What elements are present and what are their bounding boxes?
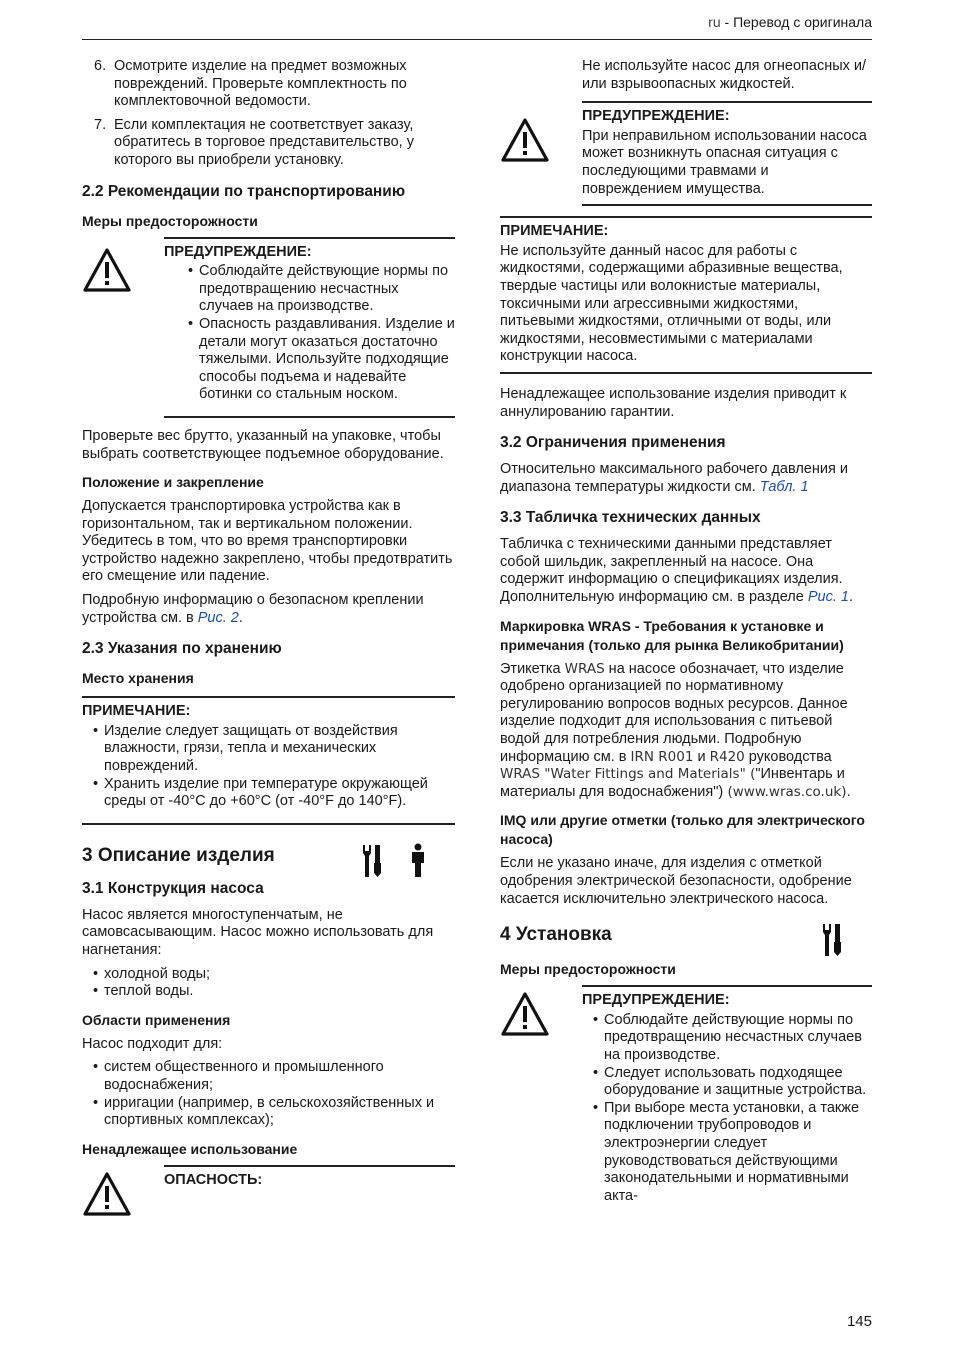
section-heading-3-2: 3.2 Ограничения применения <box>500 434 726 452</box>
paragraph: Насос является многоступенчатым, не самовсасывающим. Насос можно использовать для нагнетания: <box>82 906 434 958</box>
subheading-precautions: Меры предосторожности <box>500 961 676 978</box>
warning-title: ПРЕДУПРЕЖДЕНИЕ: <box>582 992 730 1009</box>
paragraph <box>82 592 455 627</box>
list-item: • Изделие следует защищать от воздействия влажности, грязи, тепла и механических повреждений. <box>93 723 455 776</box>
text-run: (www.wras.co.uk). <box>723 783 851 800</box>
text-run: WRAS <box>564 660 605 677</box>
punctuation: . <box>848 589 853 606</box>
note-box <box>82 696 455 825</box>
person-icon <box>409 843 427 879</box>
warning-list <box>175 263 455 404</box>
paragraph-text: Относительно максимального рабочего давления и диапазона температуры жидкости см. <box>500 461 848 495</box>
paragraph: Не используйте насос для огнеопасных и/или взрывоопасных жидкостей. <box>582 58 867 92</box>
text-run: и <box>693 748 710 765</box>
paragraph: Проверьте вес брутто, указанный на упаковке, чтобы выбрать соответствующее подъемное оборудование. <box>82 427 444 462</box>
figure-link[interactable]: Рис. 1 <box>807 589 849 606</box>
list-item: • Соблюдайте действующие нормы по предотвращению несчастных случаев на производстве. <box>188 263 455 316</box>
section-heading-3: 3 Описание изделия <box>82 844 275 866</box>
warning-box <box>500 101 872 206</box>
text-run: WRAS "Water Fittings and Materials" ( <box>500 766 756 783</box>
text-run: IRN R001 <box>630 748 694 765</box>
section-heading-2-2: 2.2 Рекомендации по транспортированию <box>82 182 406 200</box>
subheading-storage: Место хранения <box>82 670 194 687</box>
list-item: • При выборе места установки, а также подключении трубопроводов и электроэнергии следует руководствоваться действующими законодательными и нормативными акта- <box>593 1100 872 1206</box>
warning-triangle-icon <box>500 991 550 1037</box>
figure-link[interactable]: Рис. 2 <box>197 609 239 626</box>
note-box <box>500 216 872 374</box>
warning-triangle-icon <box>500 117 550 163</box>
section-3 <box>82 845 455 867</box>
text-run: на насосе обозначает, что изделие одобрено организацией по нормативному регулированию вопросов водных ресурсов. Данное изделие подходит для использования с питьевой водой для потребления людьми. Подробную информацию см. в <box>500 660 848 765</box>
tools-icon <box>820 922 844 958</box>
warning-text: При неправильном использовании насоса может возникнуть опасная ситуация с последующими травмами и повреждением имущества. <box>582 127 867 197</box>
list-item <box>82 117 455 170</box>
page-number: 145 <box>846 1313 872 1330</box>
header-lang: ru <box>708 14 721 30</box>
subheading-precautions: Меры предосторожности <box>82 212 258 229</box>
warning-list <box>593 1012 872 1206</box>
note-title: ПРИМЕЧАНИЕ: <box>82 703 191 720</box>
danger-title: ОПАСНОСТЬ: <box>164 1171 263 1188</box>
list-item: • ирригации (например, в сельскохозяйственных и спортивных комплексах); <box>93 1095 455 1130</box>
warning-box <box>500 985 872 1217</box>
warning-triangle-icon <box>82 1171 132 1217</box>
section-heading-2-3: 2.3 Указания по хранению <box>82 640 282 658</box>
warning-box <box>82 237 455 418</box>
water-list <box>93 966 455 1001</box>
section-heading-3-3: 3.3 Табличка технических данных <box>500 509 761 527</box>
paragraph <box>500 461 872 496</box>
warning-triangle-icon <box>82 247 132 293</box>
warning-title: ПРЕДУПРЕЖДЕНИЕ: <box>164 243 312 260</box>
punctuation: . <box>238 609 243 626</box>
text-run: "Инвентарь и материалы для водоснабжения") <box>500 766 845 800</box>
header-rule <box>82 39 872 40</box>
paragraph <box>500 536 872 606</box>
paragraph-text: Табличка с техническими данными представляет собой шильдик, закрепленный на насосе. Она содержит информацию о спецификациях изделия. Дополнительную информацию см. в разделе <box>500 536 843 606</box>
text-run: R420 <box>709 748 745 765</box>
paragraph: Ненадлежащее использование изделия приводит к аннулированию гарантии. <box>500 385 847 420</box>
step-number: 6. <box>94 58 107 74</box>
text-run: Этикетка <box>500 660 565 677</box>
list-item <box>82 58 455 111</box>
list-item: • Соблюдайте действующие нормы по предотвращению несчастных случаев на производстве. <box>593 1012 872 1065</box>
left-column <box>82 58 455 1207</box>
warning-title: ПРЕДУПРЕЖДЕНИЕ: <box>582 108 730 125</box>
text-run: руководства <box>744 748 832 765</box>
header-title: Перевод с оригинала <box>733 14 872 30</box>
paragraph: Если не указано иначе, для изделия с отметкой одобрения электрической безопасности, одобрение касается исключительно электрического насоса. <box>500 855 852 907</box>
section-heading-4: 4 Установка <box>500 924 612 946</box>
paragraph: Насос подходит для: <box>82 1035 223 1052</box>
subheading-applications: Области применения <box>82 1011 231 1028</box>
applications-list <box>93 1059 455 1129</box>
paragraph: Допускается транспортировка устройства как в горизонтальном, так и вертикальном положении. Убедитесь в том, что во время транспортировки устройство надежно закреплено, чтобы предотвратить его смещение или падение. <box>82 498 453 585</box>
right-column <box>500 58 872 1227</box>
list-item: • Опасность раздавливания. Изделие и детали могут оказаться достаточно тяжелыми. Используйте подходящие способы подъема и надевайте ботинки со стальным носком. <box>188 316 455 404</box>
list-item: • Следует использовать подходящее оборудование и защитные устройства. <box>593 1065 872 1100</box>
subheading-misuse: Ненадлежащее использование <box>82 1140 298 1157</box>
list-item: • систем общественного и промышленного водоснабжения; <box>93 1059 455 1094</box>
note-text: Не используйте данный насос для работы с жидкостями, содержащими абразивные вещества, твердые частицы или волокнистые материалы, токсичными или агрессивными жидкостями, питьевыми жидкостями, отличными от воды, или жидкостями, несовместимыми с материалами конструкции насоса. <box>500 242 843 365</box>
list-item: • холодной воды; <box>93 966 455 984</box>
tools-icon <box>360 843 384 879</box>
danger-box <box>82 1165 455 1198</box>
steps-list <box>82 58 455 170</box>
paragraph-wras <box>500 661 872 802</box>
header-separator: - <box>720 14 734 30</box>
subheading-position: Положение и закрепление <box>82 474 264 491</box>
step-text: Если комплектация не соответствует заказу, обратитесь в торговое представительство, у которого вы приобрели установку. <box>114 116 414 168</box>
section-heading-3-1: 3.1 Конструкция насоса <box>82 879 264 897</box>
section-4 <box>500 924 872 946</box>
note-list <box>93 723 455 811</box>
subheading-imq: IMQ или другие отметки (только для электрического насоса) <box>500 812 865 848</box>
note-title: ПРИМЕЧАНИЕ: <box>500 223 609 240</box>
list-item: • теплой воды. <box>93 983 455 1001</box>
paragraph-text: Подробную информацию о безопасном креплении устройства см. в <box>82 592 424 626</box>
subheading-wras: Маркировка WRAS - Требования к установке и примечания (только для рынка Великобритании) <box>500 617 844 653</box>
list-item: • Хранить изделие при температуре окружающей среды от -40°C до +60°C (от -40°F до 140°F). <box>93 776 455 811</box>
running-header <box>708 14 872 30</box>
table-link[interactable]: Табл. 1 <box>759 478 809 495</box>
step-text: Осмотрите изделие на предмет возможных повреждений. Проверьте комплектность по комплектовочной ведомости. <box>114 58 407 110</box>
step-number: 7. <box>94 116 107 133</box>
